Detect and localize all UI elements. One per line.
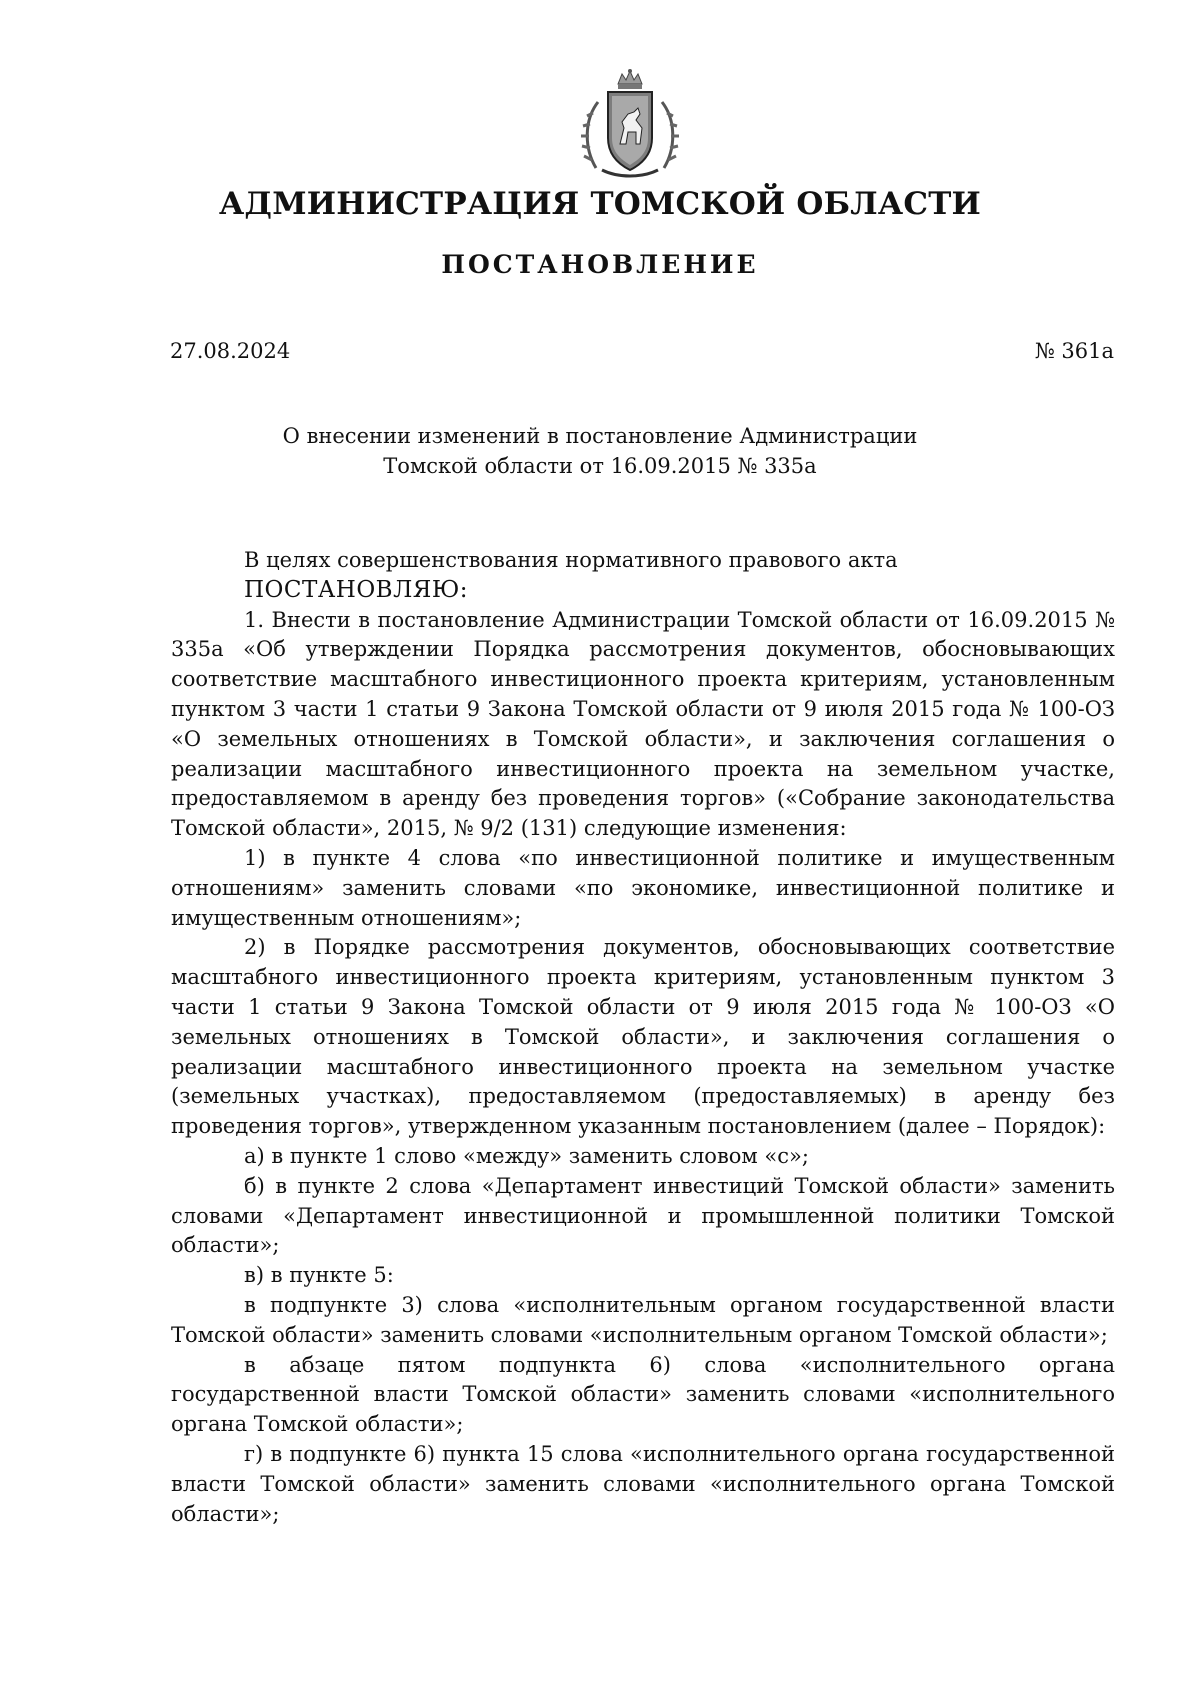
subitem-v-1: в подпункте 3) слова «исполнительным органом государственной власти Томской области» заменить словами «исполнительным органом Томской области»; xyxy=(171,1292,1115,1347)
subject-line-2: Томской области от 16.09.2015 № 335а xyxy=(383,454,817,478)
subitem-v: в) в пункте 5: xyxy=(244,1263,394,1288)
subitem-a: а) в пункте 1 слово «между» заменить словом «с»; xyxy=(244,1143,809,1168)
item-1: 1) в пункте 4 слова «по инвестиционной политике и имущественным отношениям» заменить словами «по экономике, инвестиционной политике и имущественным отношениям»; xyxy=(171,845,1115,930)
document-type: ПОСТАНОВЛЕНИЕ xyxy=(441,250,759,279)
organization-title: АДМИНИСТРАЦИЯ ТОМСКОЙ ОБЛАСТИ xyxy=(218,186,981,222)
tomsk-region-coat-of-arms-icon xyxy=(578,68,682,180)
document-body xyxy=(171,546,1115,1529)
subject-line-1: О внесении изменений в постановление Администрации xyxy=(282,424,918,448)
item-2: 2) в Порядке рассмотрения документов, обосновывающих соответствие масштабного инвестиционного проекта критериям, установленным пунктом 3 части 1 статьи 9 Закона Томской области от 9 июля 2015 года № 100-ОЗ «О земельных отношениях в Томской области», и заключения соглашения о реализации масштабного инвестиционного проекта на земельном участке (земельных участках), предоставляемом (предоставляемых) в аренду без проведения торгов», утвержденном указанным постановлением (далее – Порядок): xyxy=(171,935,1115,1139)
document-date: 27.08.2024 xyxy=(170,339,291,363)
subitem-g: г) в подпункте 6) пункта 15 слова «исполнительного органа государственной власти Томской области» заменить словами «исполнительного органа Томской области»; xyxy=(171,1441,1115,1526)
subitem-v-2: в абзаце пятом подпункта 6) слова «исполнительного органа государственной власти Томской области» заменить словами «исполнительного органа Томской области»; xyxy=(171,1352,1115,1437)
document-number: № 361а xyxy=(1034,339,1114,363)
document-subject xyxy=(0,421,1200,481)
preamble: В целях совершенствования нормативного правового акта xyxy=(244,548,898,572)
subitem-b: б) в пункте 2 слова «Департамент инвестиций Томской области» заменить словами «Департамент инвестиционной и промышленной политики Томской области»; xyxy=(171,1173,1115,1258)
decree-word: ПОСТАНОВЛЯЮ: xyxy=(244,576,469,603)
paragraph-1: 1. Внести в постановление Администрации Томской области от 16.09.2015 № 335а «Об утверждении Порядка рассмотрения документов, обосновывающих соответствие масштабного инвестиционного проекта критериям, установленным пунктом 3 части 1 статьи 9 Закона Томской области от 9 июля 2015 года № 100-ОЗ «О земельных отношениях в Томской области», и заключения соглашения о реализации масштабного инвестиционного проекта на земельном участке, предоставляемом в аренду без проведения торгов» («Собрание законодательства Томской области», 2015, № 9/2 (131) следующие изменения: xyxy=(171,607,1115,841)
